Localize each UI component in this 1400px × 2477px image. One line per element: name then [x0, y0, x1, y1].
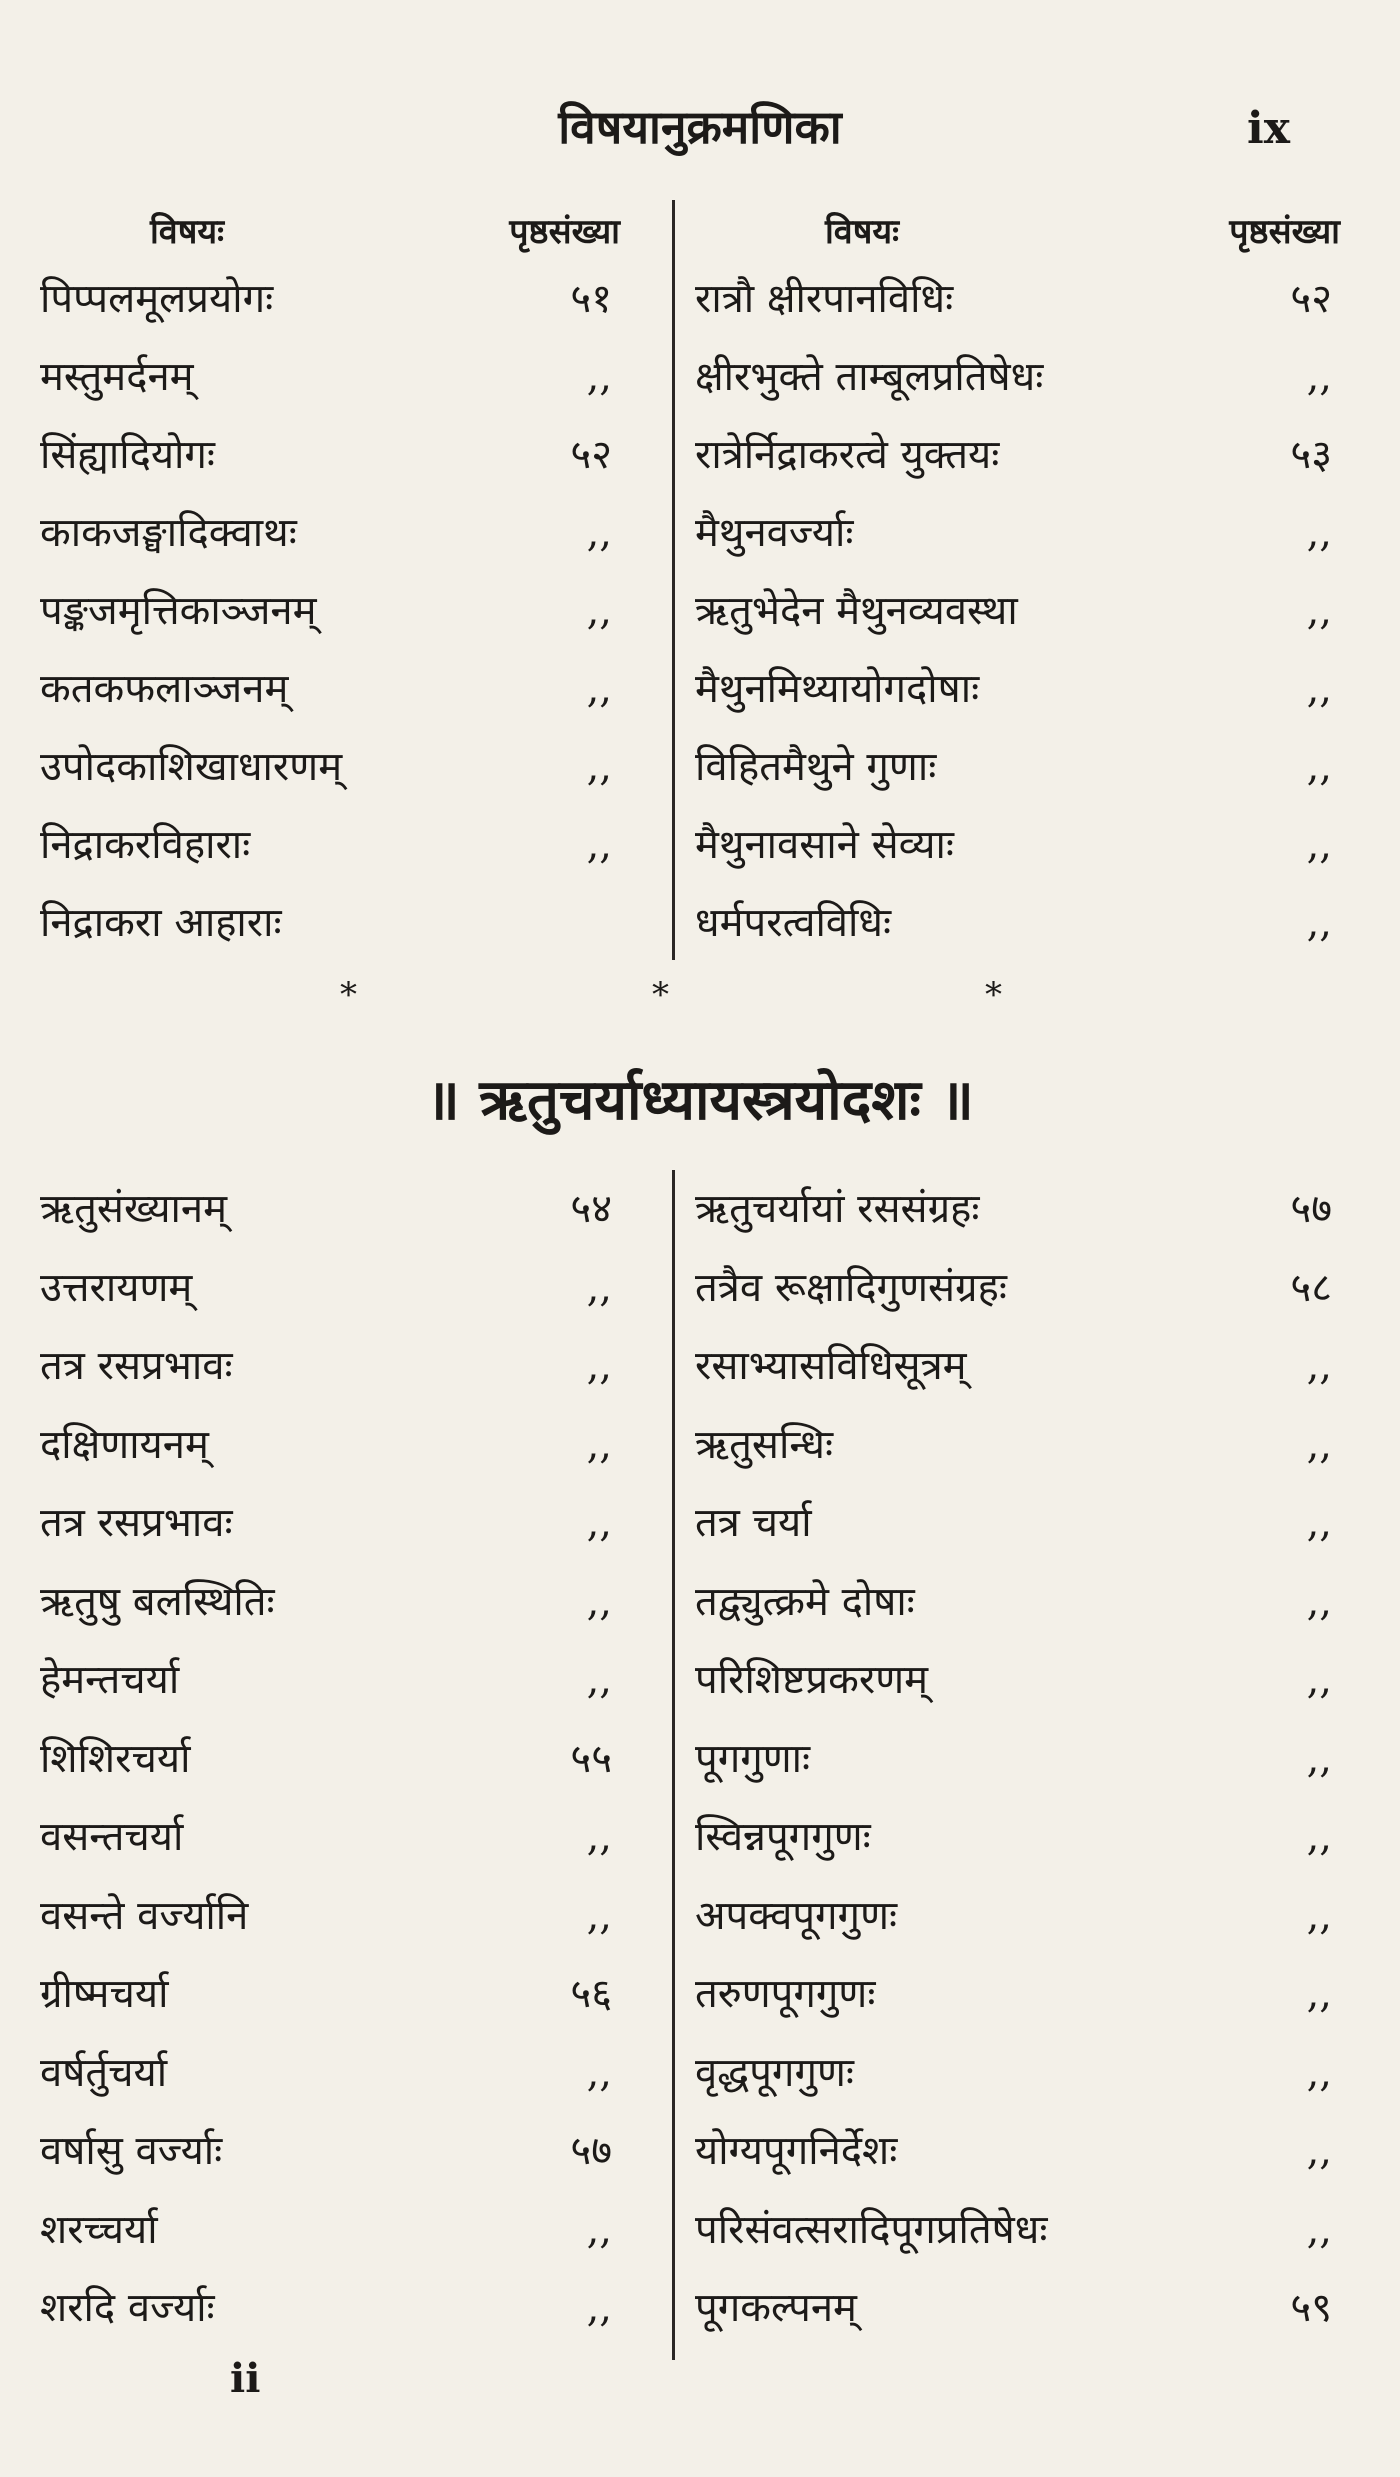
entry-topic: शरदि वर्ज्याः: [40, 2285, 215, 2332]
entry-topic: तरुणपूगगुणः: [695, 1971, 876, 2018]
entry-page: ,,: [1306, 666, 1332, 712]
toc-entry: [40, 1249, 620, 1328]
entry-page: ,,: [586, 588, 612, 634]
toc-entry: [40, 1877, 620, 1956]
entry-page: ,,: [1306, 510, 1332, 556]
page-column-header: पृष्ठसंख्या: [509, 212, 620, 252]
toc-entry: [40, 2034, 620, 2113]
entry-topic: शरच्चर्या: [40, 2206, 158, 2253]
entry-topic: मैथुनमिथ्यायोगदोषाः: [695, 666, 980, 712]
toc-left-column: [40, 1170, 620, 2348]
entry-topic: वृद्धपूगगुणः: [695, 2049, 854, 2096]
topic-column-header: विषयः: [150, 212, 224, 252]
entry-topic: रसाभ्यासविधिसूत्रम्: [695, 1343, 967, 1390]
toc-right-column: [695, 200, 1340, 962]
entry-page: ५२: [570, 432, 612, 478]
entry-page: ,,: [586, 2049, 612, 2096]
entry-topic: तत्र रसप्रभावः: [40, 1343, 233, 1390]
toc-entry: [40, 1406, 620, 1485]
signature-mark: ii: [230, 2355, 261, 2402]
column-header: [40, 200, 620, 260]
entry-topic: तत्रैव रूक्षादिगुणसंग्रहः: [695, 1264, 1007, 1311]
toc-entry: [695, 1170, 1340, 1249]
entry-page: ,,: [1306, 1578, 1332, 1625]
toc-entry: [40, 806, 620, 884]
entry-topic: ग्रीष्मचर्या: [40, 1971, 169, 2018]
entry-page: ५१: [570, 276, 612, 322]
entry-page: ,,: [1306, 1421, 1332, 1468]
page-number: ix: [1247, 103, 1290, 154]
entry-page: ,,: [586, 1264, 612, 1311]
column-divider: [672, 1170, 675, 2360]
entry-page: ,,: [586, 2285, 612, 2332]
column-divider: [672, 200, 675, 960]
entry-page: ,,: [1306, 1814, 1332, 1861]
toc-entry: [695, 1563, 1340, 1642]
toc-entry: [40, 728, 620, 806]
entry-topic: ऋतुसंख्यानम्: [40, 1186, 228, 1233]
entry-topic: सिंह्यादियोगः: [40, 432, 215, 478]
entry-topic: परिसंवत्सरादिपूगप्रतिषेधः: [695, 2206, 1048, 2253]
entry-topic: मैथुनावसाने सेव्याः: [695, 822, 954, 868]
entry-topic: ऋतुसन्धिः: [695, 1421, 834, 1468]
entry-topic: ऋतुषु बलस्थितिः: [40, 1578, 275, 1625]
entry-topic: वसन्तचर्या: [40, 1814, 184, 1861]
toc-entry: [695, 2191, 1340, 2270]
asterisk: *: [985, 975, 1002, 1015]
entry-topic: तद्व्युत्क्रमे दोषाः: [695, 1578, 915, 1625]
entry-topic: निद्राकरा आहाराः: [40, 900, 282, 946]
toc-entry: [40, 2269, 620, 2348]
toc-entry: [40, 260, 620, 338]
toc-entry: [40, 1720, 620, 1799]
entry-topic: पूगकल्पनम्: [695, 2285, 857, 2332]
toc-entry: [695, 1877, 1340, 1956]
entry-page: ,,: [1306, 1735, 1332, 1782]
toc-entry: [695, 1798, 1340, 1877]
entry-topic: वसन्ते वर्ज्यानि: [40, 1892, 249, 1939]
toc-rows: [695, 260, 1340, 962]
entry-topic: मस्तुमर्दनम्: [40, 354, 194, 400]
topic-column-header: विषयः: [825, 212, 899, 252]
entry-topic: काकजङ्घादिक्वाथः: [40, 510, 297, 556]
toc-entry: [695, 1955, 1340, 2034]
entry-topic: निद्राकरविहाराः: [40, 822, 251, 868]
entry-page: ,,: [586, 1892, 612, 1939]
toc-entry: [695, 884, 1340, 962]
entry-page: ,,: [1306, 1343, 1332, 1390]
asterisk: *: [652, 975, 669, 1015]
toc-entry: [695, 1720, 1340, 1799]
entry-topic: रात्रेर्निद्राकरत्वे युक्तयः: [695, 432, 1000, 478]
entry-page: ,,: [1306, 900, 1332, 946]
section-separator: [0, 975, 1400, 1015]
toc-entry: [695, 1249, 1340, 1328]
entry-topic: परिशिष्टप्रकरणम्: [695, 1657, 929, 1704]
entry-page: ,,: [586, 822, 612, 868]
toc-entry: [695, 650, 1340, 728]
entry-page: ,,: [1306, 588, 1332, 634]
entry-topic: योग्यपूगनिर्देशः: [695, 2128, 898, 2175]
entry-page: ,,: [586, 1500, 612, 1547]
toc-entry: [695, 416, 1340, 494]
entry-page: ,,: [1306, 2128, 1332, 2175]
entry-page: ,,: [586, 666, 612, 712]
entry-page: ,,: [1306, 1657, 1332, 1704]
toc-entry: [40, 1798, 620, 1877]
toc-entry: [40, 1641, 620, 1720]
entry-page: ५७: [1290, 1186, 1332, 1233]
asterisk: *: [340, 975, 357, 1015]
toc-rows: [40, 260, 620, 962]
entry-topic: वर्षर्तुचर्या: [40, 2049, 168, 2096]
entry-page: ,,: [1306, 744, 1332, 790]
toc-entry: [695, 338, 1340, 416]
entry-page: ,,: [586, 1421, 612, 1468]
entry-topic: शिशिरचर्या: [40, 1735, 191, 1782]
entry-topic: हेमन्तचर्या: [40, 1657, 180, 1704]
entry-topic: उपोदकाशिखाधारणम्: [40, 744, 343, 790]
entry-topic: कतकफलाञ्जनम्: [40, 666, 289, 712]
entry-page: ५८: [1290, 1264, 1332, 1311]
entry-topic: पङ्कजमृत्तिकाञ्जनम्: [40, 588, 317, 634]
entry-topic: धर्मपरत्वविधिः: [695, 900, 892, 946]
entry-page: ,,: [586, 510, 612, 556]
toc-entry: [695, 1484, 1340, 1563]
entry-page: ,,: [586, 2206, 612, 2253]
entry-topic: क्षीरभुक्ते ताम्बूलप्रतिषेधः: [695, 354, 1044, 400]
entry-topic: मैथुनवर्ज्याः: [695, 510, 854, 556]
toc-entry: [695, 494, 1340, 572]
entry-topic: दक्षिणायनम्: [40, 1421, 209, 1468]
entry-page: ,,: [1306, 2049, 1332, 2096]
entry-page: ५९: [1290, 2285, 1332, 2332]
entry-page: ,,: [1306, 354, 1332, 400]
toc-entry: [695, 2269, 1340, 2348]
toc-entry: [695, 806, 1340, 884]
entry-page: ,,: [586, 744, 612, 790]
toc-entry: [695, 1406, 1340, 1485]
entry-page: ,,: [586, 354, 612, 400]
entry-page: ,,: [586, 1814, 612, 1861]
entry-page: ,,: [586, 1578, 612, 1625]
entry-topic: ऋतुचर्यायां रससंग्रहः: [695, 1186, 980, 1233]
entry-topic: विहितमैथुने गुणाः: [695, 744, 937, 790]
toc-entry: [40, 1170, 620, 1249]
entry-topic: अपक्वपूगगुणः: [695, 1892, 898, 1939]
chapter-heading: ॥ ऋतुचर्याध्यायस्त्रयोदशः ॥: [426, 1067, 974, 1133]
toc-entry: [40, 338, 620, 416]
page-title: विषयानुक्रमणिका: [558, 100, 842, 154]
entry-page: ५४: [570, 1186, 612, 1233]
running-header: [0, 95, 1400, 165]
entry-topic: तत्र रसप्रभावः: [40, 1500, 233, 1547]
entry-page: ५६: [570, 1971, 612, 2018]
entry-page: ,,: [1306, 1971, 1332, 2018]
toc-entry: [40, 1327, 620, 1406]
entry-page: ५७: [570, 2128, 612, 2175]
toc-entry: [695, 2112, 1340, 2191]
toc-entry: [40, 1484, 620, 1563]
toc-entry: [695, 2034, 1340, 2113]
toc-section-1: [40, 200, 1340, 960]
entry-topic: तत्र चर्या: [695, 1500, 812, 1547]
page-column-header: पृष्ठसंख्या: [1229, 212, 1340, 252]
entry-topic: उत्तरायणम्: [40, 1264, 193, 1311]
entry-topic: वर्षासु वर्ज्याः: [40, 2128, 223, 2175]
toc-section-2: [40, 1170, 1340, 2360]
toc-entry: [40, 650, 620, 728]
entry-page: ,,: [1306, 2206, 1332, 2253]
toc-entry: [40, 1955, 620, 2034]
toc-entry: [40, 572, 620, 650]
toc-entry: [695, 260, 1340, 338]
entry-page: ५३: [1290, 432, 1332, 478]
entry-page: ,,: [586, 1343, 612, 1390]
entry-page: ,,: [1306, 1892, 1332, 1939]
entry-topic: पिप्पलमूलप्रयोगः: [40, 276, 274, 322]
toc-entry: [40, 2112, 620, 2191]
entry-page: ५५: [570, 1735, 612, 1782]
column-header: [695, 200, 1340, 260]
toc-entry: [40, 1563, 620, 1642]
toc-entry: [695, 1327, 1340, 1406]
entry-topic: ऋतुभेदेन मैथुनव्यवस्था: [695, 588, 1018, 634]
entry-topic: पूगगुणाः: [695, 1735, 811, 1782]
toc-entry: [40, 2191, 620, 2270]
toc-entry: [695, 1641, 1340, 1720]
entry-topic: रात्रौ क्षीरपानविधिः: [695, 276, 954, 322]
entry-page: ५२: [1290, 276, 1332, 322]
entry-page: ,,: [1306, 822, 1332, 868]
toc-entry: [40, 494, 620, 572]
toc-entry: [695, 728, 1340, 806]
entry-page: ,,: [586, 1657, 612, 1704]
toc-right-column: [695, 1170, 1340, 2348]
entry-topic: स्विन्नपूगगुणः: [695, 1814, 871, 1861]
toc-entry: [695, 572, 1340, 650]
entry-page: ,,: [1306, 1500, 1332, 1547]
toc-left-column: [40, 200, 620, 962]
toc-entry: [40, 416, 620, 494]
toc-entry: [40, 884, 620, 962]
